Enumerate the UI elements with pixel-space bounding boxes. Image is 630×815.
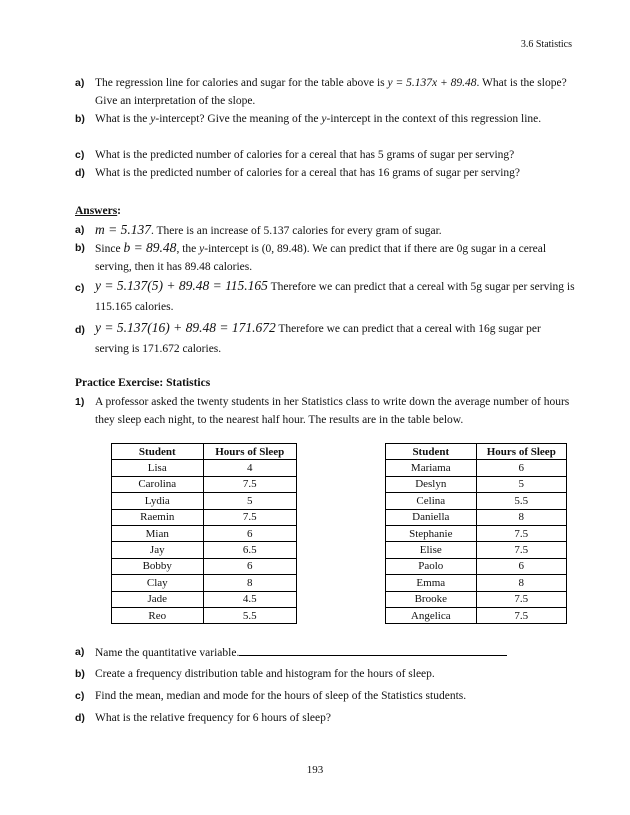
hours-value: 5.5: [203, 607, 296, 623]
answer-b-equation: b = 89.48: [123, 240, 177, 255]
student-name: Jade: [112, 591, 204, 607]
sub-question-a-label: a): [75, 646, 85, 658]
answer-d: [75, 318, 575, 359]
question-d-text: What is the predicted number of calories for a cereal that has 16 grams of sugar per serving?: [95, 167, 521, 179]
student-name: Mariama: [386, 460, 477, 476]
table-row: [386, 525, 567, 541]
answer-c: [75, 276, 575, 317]
student-name: Carolina: [112, 476, 204, 492]
hours-value: 5: [476, 476, 566, 492]
table-row: [112, 575, 297, 591]
hours-value: 6: [203, 558, 296, 574]
sub-question-c: [75, 687, 575, 705]
table-row: [112, 607, 297, 623]
hours-value: 8: [203, 575, 296, 591]
hours-value: 5.5: [476, 493, 566, 509]
student-name: Reo: [112, 607, 204, 623]
student-name: Paolo: [386, 558, 477, 574]
sub-question-a: [75, 643, 575, 662]
question-c-text: What is the predicted number of calories for a cereal that has 5 grams of sugar per serving?: [95, 149, 515, 161]
column-header-student: Student: [386, 444, 477, 460]
table-row: [112, 525, 297, 541]
student-name: Brooke: [386, 591, 477, 607]
student-name: Emma: [386, 575, 477, 591]
practice-question-1: [75, 393, 575, 429]
question-b-text-a: What is the: [95, 113, 148, 125]
student-name: Lydia: [112, 493, 204, 509]
table-row: [386, 509, 567, 525]
question-c: [75, 146, 575, 164]
sub-question-a-text: Name the quantitative variable.: [95, 647, 240, 659]
column-header-hours: Hours of Sleep: [203, 444, 296, 460]
table-row: [386, 575, 567, 591]
student-name: Daniella: [386, 509, 477, 525]
student-name: Celina: [386, 493, 477, 509]
column-header-student: Student: [112, 444, 204, 460]
hours-value: 7.5: [476, 525, 566, 541]
sub-question-c-text: Find the mean, median and mode for the hours of sleep of the Statistics students.: [95, 690, 467, 702]
hours-value: 6.5: [203, 542, 296, 558]
table-row: [386, 542, 567, 558]
question-b-text-b: -intercept? Give the meaning of the: [155, 113, 319, 125]
hours-value: 6: [476, 558, 566, 574]
sub-question-b: [75, 665, 575, 683]
answer-b-var: y: [199, 243, 205, 255]
table-row: [386, 460, 567, 476]
answer-d-text: Therefore we can predict that a cereal with 16g sugar per serving is 171.672 calories.: [95, 323, 541, 355]
student-name: Deslyn: [386, 476, 477, 492]
question-a-pre: The regression line for calories and sugar for the table above is: [95, 77, 385, 89]
hours-value: 7.5: [476, 607, 566, 623]
answer-b-since: Since: [95, 243, 121, 255]
sub-question-b-text: Create a frequency distribution table and histogram for the hours of sleep.: [95, 668, 435, 680]
table-row: [112, 493, 297, 509]
answer-d-label: d): [75, 324, 85, 336]
sub-question-b-label: b): [75, 668, 85, 680]
table-row: [112, 509, 297, 525]
answer-c-label: c): [75, 282, 85, 294]
table-row: [112, 558, 297, 574]
table-row: [386, 558, 567, 574]
practice-question-1-label: 1): [75, 396, 85, 408]
answer-c-text: Therefore we can predict that a cereal with 5g sugar per serving is 115.165 calories.: [95, 281, 575, 313]
question-b-var-2: y: [321, 113, 327, 125]
answer-a-equation: m = 5.137: [95, 222, 151, 237]
hours-value: 7.5: [476, 542, 566, 558]
sub-question-d-label: d): [75, 712, 85, 724]
answer-a-label: a): [75, 224, 85, 236]
student-name: Raemin: [112, 509, 204, 525]
sub-question-c-label: c): [75, 690, 85, 702]
answer-c-equation: y = 5.137(5) + 89.48 = 115.165: [95, 278, 268, 293]
table-row: [112, 591, 297, 607]
question-c-label: c): [75, 149, 85, 161]
student-name: Lisa: [112, 460, 204, 476]
question-a: [75, 74, 575, 110]
answer-b: [75, 239, 575, 276]
hours-value: 7.5: [476, 591, 566, 607]
table-row: [386, 607, 567, 623]
column-header-hours: Hours of Sleep: [476, 444, 566, 460]
hours-value: 7.5: [203, 476, 296, 492]
hours-value: 8: [476, 575, 566, 591]
table-row: [112, 476, 297, 492]
hours-value: 6: [203, 525, 296, 541]
table-header-row: [112, 444, 297, 460]
hours-value: 6: [476, 460, 566, 476]
hours-value: 4: [203, 460, 296, 476]
student-name: Mian: [112, 525, 204, 541]
question-d: [75, 164, 575, 182]
student-name: Clay: [112, 575, 204, 591]
table-header-row: [386, 444, 567, 460]
practice-title: Practice Exercise: Statistics: [75, 377, 211, 389]
sleep-table-left: [111, 443, 297, 624]
sub-question-d-text: What is the relative frequency for 6 hours of sleep?: [95, 712, 331, 724]
question-b: [75, 110, 575, 128]
question-d-label: d): [75, 167, 85, 179]
answer-b-label: b): [75, 242, 85, 254]
sub-question-d: [75, 709, 575, 727]
table-row: [386, 591, 567, 607]
page-number: 193: [306, 764, 324, 776]
student-name: Stephanie: [386, 525, 477, 541]
running-header: 3.6 Statistics: [520, 39, 572, 50]
question-b-label: b): [75, 113, 85, 125]
question-a-post: . What is the slope? Give an interpretation of the slope.: [95, 77, 567, 107]
question-a-label: a): [75, 77, 85, 89]
hours-value: 8: [476, 509, 566, 525]
hours-value: 5: [203, 493, 296, 509]
table-row: [112, 542, 297, 558]
student-name: Bobby: [112, 558, 204, 574]
hours-value: 7.5: [203, 509, 296, 525]
hours-value: 4.5: [203, 591, 296, 607]
answer-b-text-a: , the: [176, 243, 197, 255]
question-a-equation: y = 5.137x + 89.48: [387, 77, 477, 89]
student-name: Elise: [386, 542, 477, 558]
student-name: Angelica: [386, 607, 477, 623]
answer-a: [75, 221, 575, 240]
answer-d-equation: y = 5.137(16) + 89.48 = 171.672: [95, 320, 276, 335]
answers-heading: Answers:: [75, 205, 122, 217]
practice-question-1-text: A professor asked the twenty students in her Statistics class to write down the average number of hours they sleep each night, to the nearest half hour. The results are in the table below.: [95, 396, 570, 426]
student-name: Jay: [112, 542, 204, 558]
question-b-text-c: -intercept in the context of this regression line.: [326, 113, 542, 125]
answer-b-text-b: -intercept is (0, 89.48). We can predict that if there are 0g sugar in a cereal serving, then it has 89.48 calories.: [95, 243, 547, 273]
table-row: [112, 460, 297, 476]
answer-blank-line[interactable]: [239, 643, 507, 656]
table-row: [386, 476, 567, 492]
sleep-table-right: [385, 443, 567, 624]
question-b-var-1: y: [150, 113, 156, 125]
table-row: [386, 493, 567, 509]
answer-a-text: . There is an increase of 5.137 calories for every gram of sugar.: [150, 225, 442, 237]
